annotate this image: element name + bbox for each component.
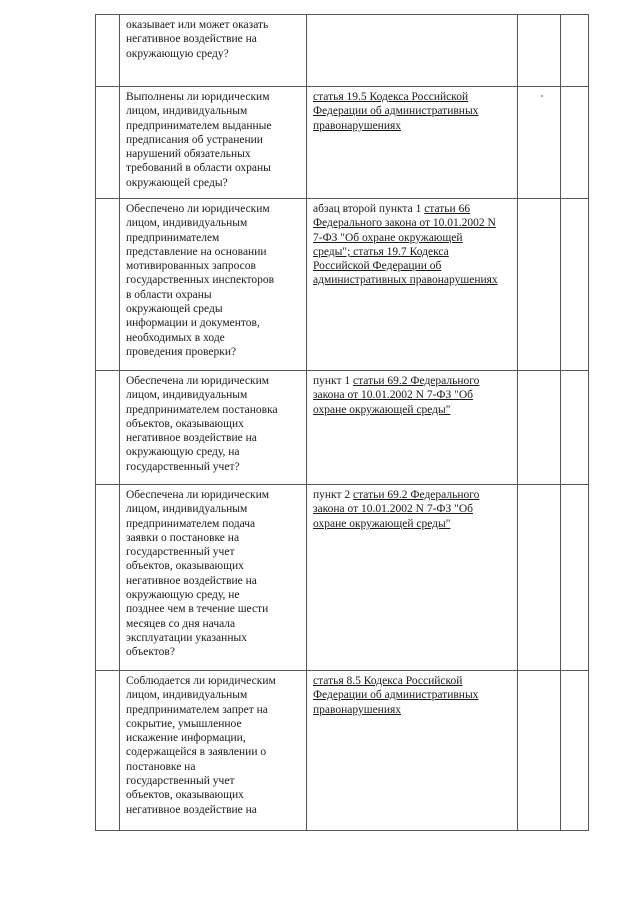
answer-cell bbox=[518, 15, 561, 87]
number-cell bbox=[96, 15, 120, 87]
reference-cell bbox=[307, 87, 518, 199]
answer-cell bbox=[518, 199, 561, 371]
table-row bbox=[96, 15, 589, 87]
table-row bbox=[96, 87, 589, 199]
reference-cell bbox=[307, 485, 518, 671]
answer-cell bbox=[518, 87, 561, 199]
question-text: Обеспечена ли юридическим лицом, индивидуальным предпринимателем постановка объектов, оказывающих негативное воздействие на окружающую среду, на государственный учет? bbox=[126, 375, 278, 473]
note-cell bbox=[561, 87, 589, 199]
table-row bbox=[96, 199, 589, 371]
table-row bbox=[96, 671, 589, 831]
table-row bbox=[96, 485, 589, 671]
question-cell bbox=[120, 199, 307, 371]
question-text: Обеспечена ли юридическим лицом, индивидуальным предпринимателем подача заявки о постановке на государственный учет объектов, оказывающих негативное воздействие на окружающую среду, не позднее чем в течение шести месяцев со дня начала эксплуатации указанных объектов? bbox=[126, 489, 270, 659]
legal-reference-link[interactable]: статья 8.5 Кодекса Российской Федерации об административных правонарушениях bbox=[313, 675, 479, 716]
answer-cell bbox=[518, 671, 561, 831]
legal-reference-link[interactable]: статья 19.5 Кодекса Российской Федерации об административных правонарушениях bbox=[313, 91, 479, 132]
question-text: Обеспечено ли юридическим лицом, индивидуальным предпринимателем представление на основании мотивированных запросов государственных инспекторов в области охраны окружающей среды информации и документов, необходимых в ходе проведения проверки? bbox=[126, 203, 275, 358]
scan-speck bbox=[541, 95, 543, 97]
table-row bbox=[96, 371, 589, 485]
number-cell bbox=[96, 371, 120, 485]
question-text: Выполнены ли юридическим лицом, индивидуальным предпринимателем выданные предписания об устранении нарушений обязательных требований в области охраны окружающей среды? bbox=[126, 91, 272, 189]
checklist-table bbox=[95, 14, 589, 831]
question-cell bbox=[120, 15, 307, 87]
question-cell bbox=[120, 671, 307, 831]
question-cell bbox=[120, 87, 307, 199]
note-cell bbox=[561, 199, 589, 371]
reference-prefix: пункт 1 bbox=[313, 375, 354, 387]
legal-reference-link[interactable]: статьи 69.2 Федерального закона от 10.01.2002 N 7-ФЗ "Об охране окружающей среды" bbox=[313, 489, 480, 530]
reference-prefix: пункт 2 bbox=[313, 489, 354, 501]
answer-cell bbox=[518, 485, 561, 671]
number-cell bbox=[96, 199, 120, 371]
note-cell bbox=[561, 15, 589, 87]
note-cell bbox=[561, 371, 589, 485]
question-text: оказывает или может оказать негативное воздействие на окружающую среду? bbox=[126, 19, 269, 60]
reference-cell bbox=[307, 671, 518, 831]
reference-cell bbox=[307, 199, 518, 371]
reference-cell bbox=[307, 371, 518, 485]
number-cell bbox=[96, 485, 120, 671]
note-cell bbox=[561, 671, 589, 831]
reference-cell bbox=[307, 15, 518, 87]
question-cell bbox=[120, 485, 307, 671]
legal-reference-link[interactable]: статьи 69.2 Федерального закона от 10.01.2002 N 7-ФЗ "Об охране окружающей среды" bbox=[313, 375, 480, 416]
legal-reference-link[interactable]: статьи 66 Федерального закона от 10.01.2002 N 7-ФЗ "Об охране окружающей среды"; статья 19.7 Кодекса Российской Федерации об административных правонарушениях bbox=[313, 203, 498, 287]
reference-prefix: абзац второй пункта 1 bbox=[313, 203, 425, 215]
number-cell bbox=[96, 671, 120, 831]
question-cell bbox=[120, 371, 307, 485]
question-text: Соблюдается ли юридическим лицом, индивидуальным предпринимателем запрет на сокрытие, умышленное искажение информации, содержащейся в заявлении о постановке на государственный учет объектов, оказывающих негативное воздействие на bbox=[126, 675, 276, 816]
answer-cell bbox=[518, 371, 561, 485]
note-cell bbox=[561, 485, 589, 671]
number-cell bbox=[96, 87, 120, 199]
